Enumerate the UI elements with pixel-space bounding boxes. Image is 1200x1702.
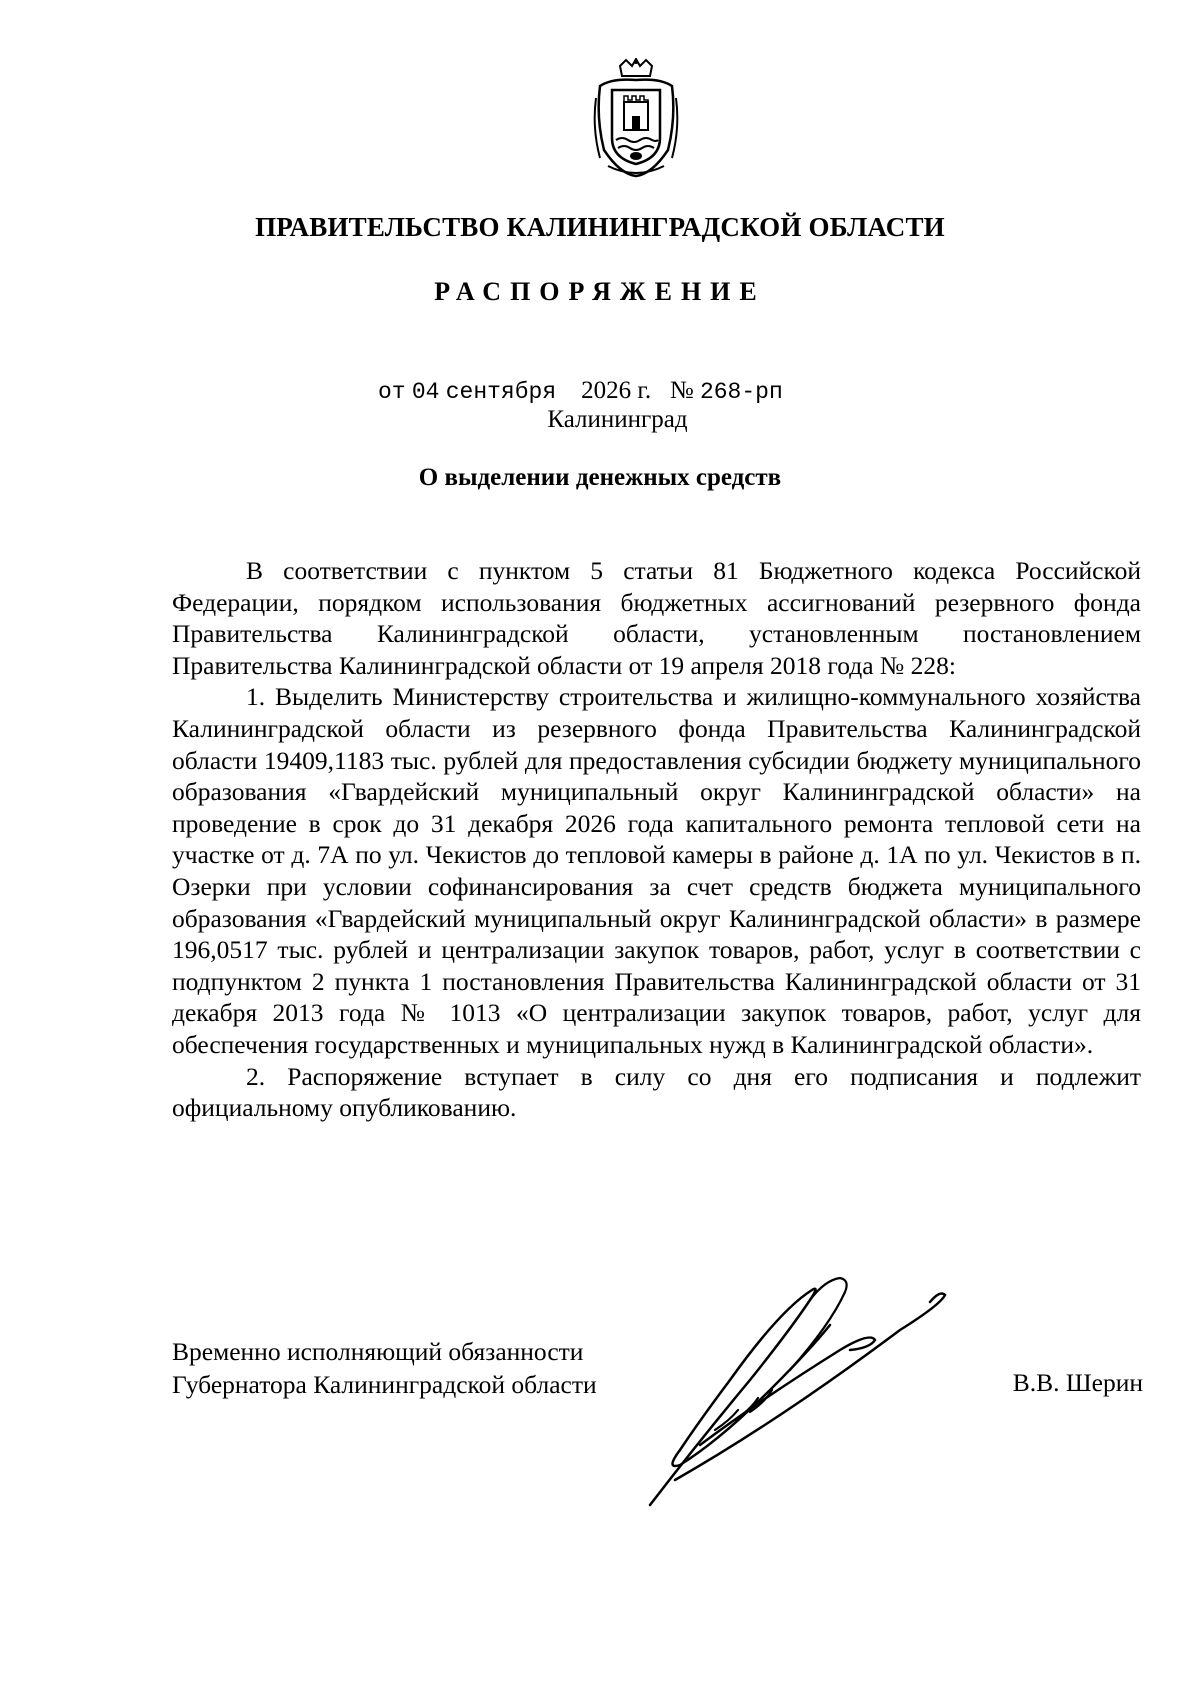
position-line-2: Губернатора Калининградской области [172, 1370, 597, 1399]
handwritten-signature [640, 1270, 960, 1520]
document-number: 268-рп [699, 379, 783, 405]
date-year: 2026 г. [581, 377, 652, 404]
document-type: РАСПОРЯЖЕНИЕ [434, 277, 766, 306]
organization-title: ПРАВИТЕЛЬСТВО КАЛИНИНГРАДСКОЙ ОБЛАСТИ [255, 212, 945, 242]
coat-of-arms-icon [590, 58, 682, 178]
number-sign: № [669, 377, 694, 404]
date-day: 04 [411, 379, 440, 405]
item-2-paragraph: 2. Распоряжение вступает в силу со дня его подписания и подлежит официальному опубликованию. [172, 1061, 1141, 1123]
date-prefix: от [378, 379, 406, 405]
document-date-number [378, 377, 783, 405]
signatory-position [172, 1335, 597, 1401]
document-city: Калининград [547, 406, 688, 433]
item-1-paragraph: 1. Выделить Министерству строительства и жилищно-коммунального хозяйства Калининградской области из резервного фонда Правительства Калининградской области 19409,1183 тыс. рублей для предоставления субсидии бюджету муниципального образования «Гвардейский муниципальный округ Калининградской области» на проведение в срок до 31 декабря 2026 года капитального ремонта тепловой сети на участке от д. 7А по ул. Чекистов до тепловой камеры в районе д. 1А по ул. Чекистов в п. Озерки при условии софинансирования за счет средств бюджета муниципального образования «Гвардейский муниципальный округ Калининградской области» в размере 196,0517 тыс. рублей и централизации закупок товаров, работ, услуг в соответствии с подпунктом 2 пункта 1 постановления Правительства Калининградской области от 31 декабря 2013 года № 1013 «О централизации закупок товаров, работ, услуг для обеспечения государственных и муниципальных нужд в Калининградской области». [172, 682, 1141, 1059]
document-body [172, 555, 1141, 1124]
preamble-paragraph: В соответствии с пунктом 5 статьи 81 Бюджетного кодекса Российской Федерации, порядком использования бюджетных ассигнований резервного фонда Правительства Калининградской области, установленным постановлением Правительства Калининградской области от 19 апреля 2018 года № 228: [172, 556, 1141, 680]
date-month: сентября [445, 379, 557, 405]
position-line-1: Временно исполняющий обязанности [172, 1337, 584, 1366]
signatory-name: В.В. Шерин [1012, 1368, 1143, 1397]
document-subject: О выделении денежных средств [418, 464, 782, 491]
